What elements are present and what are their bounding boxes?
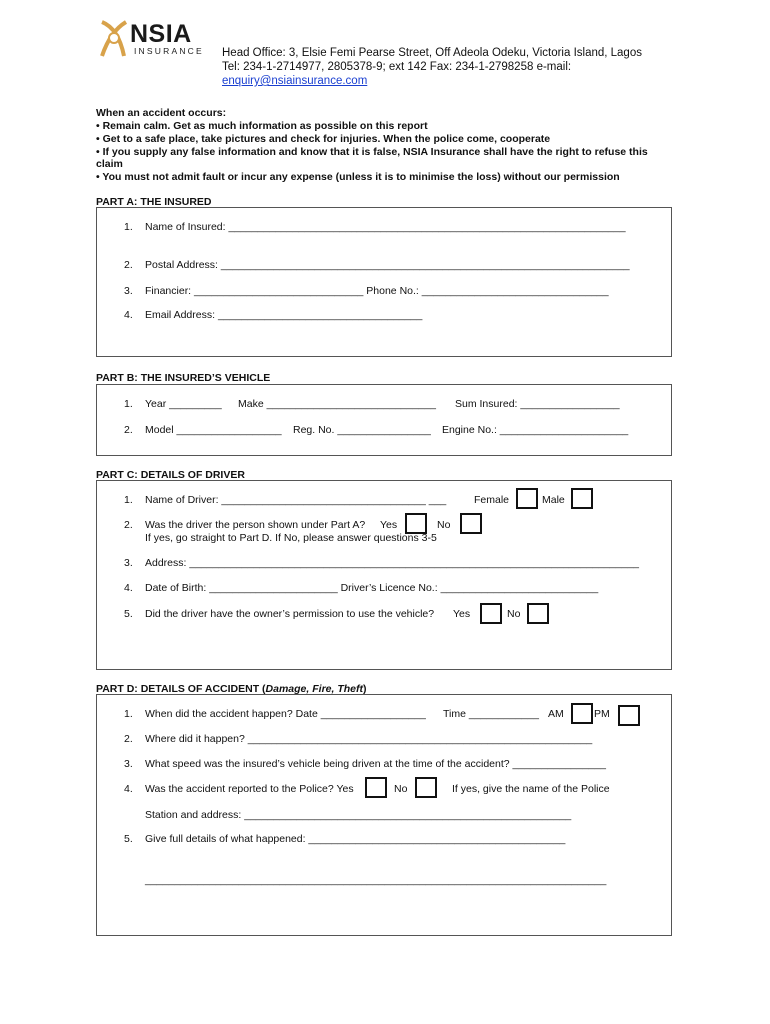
part-c-q5-text: Did the driver have the owner’s permission to use the vehicle? [145,608,435,620]
permission-yes-checkbox[interactable] [480,603,502,624]
driver-same-yes-label: Yes [380,519,398,531]
logo-subtitle: INSURANCE [134,46,204,56]
part-b-q1-num: 1. [124,398,133,410]
postal-address-field[interactable]: Postal Address: ______________________________________________________________________ [145,259,630,271]
reg-no-field[interactable]: Reg. No. ________________ [293,424,431,436]
dob-licence-field[interactable]: Date of Birth: ______________________ Driver’s Licence No.: ___________________________ [145,582,599,594]
permission-no-checkbox[interactable] [527,603,549,624]
permission-no-label: No [507,608,521,620]
intro-bullet-1: • Remain calm. Get as much information as possible on this report [96,120,428,132]
part-c-q3-num: 3. [124,557,133,569]
part-a-q2-num: 2. [124,259,133,271]
female-checkbox[interactable] [516,488,538,509]
part-a-q4-num: 4. [124,309,133,321]
male-checkbox[interactable] [571,488,593,509]
part-d-title-prefix: PART D: DETAILS OF ACCIDENT ( [96,683,266,695]
part-c-q2-note: If yes, go straight to Part D. If No, please answer questions 3-5 [145,532,437,544]
am-checkbox[interactable] [571,703,593,724]
accident-details-field[interactable]: Give full details of what happened: ____________________________________________ [145,833,566,845]
part-a-q1-num: 1. [124,221,133,233]
part-d-q3-num: 3. [124,758,133,770]
intro-bullet-3-cont: claim [96,158,123,170]
driver-same-no-label: No [437,519,451,531]
intro-heading: When an accident occurs: [96,107,227,119]
insured-name-field[interactable]: Name of Insured: ____________________________________________________________________ [145,221,626,233]
vehicle-speed-field[interactable]: What speed was the insured’s vehicle being driven at the time of the accident? ________________ [145,758,606,770]
police-report-no-checkbox[interactable] [415,777,437,798]
vehicle-make-field[interactable]: Make _____________________________ [238,398,436,410]
part-a-q3-num: 3. [124,285,133,297]
part-b-title: PART B: THE INSURED’S VEHICLE [96,372,271,384]
female-label: Female [474,494,510,506]
intro-bullet-4: • You must not admit fault or incur any expense (unless it is to minimise the loss) without our permission [96,171,620,183]
part-d-q5-num: 5. [124,833,133,845]
part-c-q2-num: 2. [124,519,133,531]
accident-details-extra-line[interactable]: _______________________________________________________________________________ [145,874,607,886]
pm-checkbox[interactable] [618,705,640,726]
header-phone: Tel: 234-1-2714977, 2805378-9; ext 142 Fax: 234-1-2798258 e-mail: [222,61,572,73]
part-a-title: PART A: THE INSURED [96,196,212,208]
header-address: Head Office: 3, Elsie Femi Pearse Street, Off Adeola Odeku, Victoria Island, Lagos [222,47,642,59]
part-c-q2-text: Was the driver the person shown under Part A? [145,519,366,531]
nsia-logo [94,16,212,64]
accident-location-field[interactable]: Where did it happen? ___________________________________________________________ [145,733,593,745]
driver-address-field[interactable]: Address: _____________________________________________________________________________ [145,557,640,569]
vehicle-model-field[interactable]: Model __________________ [145,424,282,436]
part-d-q4-text: Was the accident reported to the Police? Yes [145,783,354,795]
part-c-q1-num: 1. [124,494,133,506]
part-d-title-italic: Damage, Fire, Theft [265,683,363,695]
police-report-yes-checkbox[interactable] [365,777,387,798]
driver-same-yes-checkbox[interactable] [405,513,427,534]
driver-name-field[interactable]: Name of Driver: ___________________________________ ___ [145,494,447,506]
part-d-title-suffix: ) [363,683,367,695]
part-c-title: PART C: DETAILS OF DRIVER [96,469,245,481]
police-report-no-label: No [394,783,408,795]
part-c-q5-num: 5. [124,608,133,620]
nsia-emblem-icon [94,16,134,64]
police-station-field[interactable]: Station and address: ________________________________________________________ [145,809,572,821]
permission-yes-label: Yes [453,608,471,620]
intro-bullet-2: • Get to a safe place, take pictures and check for injuries. When the police come, cooperate [96,133,551,145]
accident-date-field[interactable]: When did the accident happen? Date __________________ [145,708,426,720]
financier-phone-field[interactable]: Financier: _____________________________ Phone No.: ________________________________ [145,285,609,297]
intro-bullet-3: • If you supply any false information and know that it is false, NSIA Insurance shall have the right to refuse this [96,146,648,158]
logo-brand: NSIA [130,20,192,48]
email-address-field[interactable]: Email Address: ___________________________________ [145,309,423,321]
vehicle-year-field[interactable]: Year _________ [145,398,222,410]
part-b-q2-num: 2. [124,424,133,436]
part-d-q4-num: 4. [124,783,133,795]
part-d-q2-num: 2. [124,733,133,745]
part-b-box [96,384,672,456]
male-label: Male [542,494,565,506]
am-label: AM [548,708,564,720]
part-c-q4-num: 4. [124,582,133,594]
driver-same-no-checkbox[interactable] [460,513,482,534]
part-d-q1-num: 1. [124,708,133,720]
header-email-link[interactable]: enquiry@nsiainsurance.com [222,75,368,87]
accident-time-field[interactable]: Time ____________ [443,708,539,720]
engine-no-field[interactable]: Engine No.: ______________________ [442,424,629,436]
sum-insured-field[interactable]: Sum Insured: _________________ [455,398,620,410]
part-d-q4-note: If yes, give the name of the Police [452,783,610,795]
pm-label: PM [594,708,610,720]
